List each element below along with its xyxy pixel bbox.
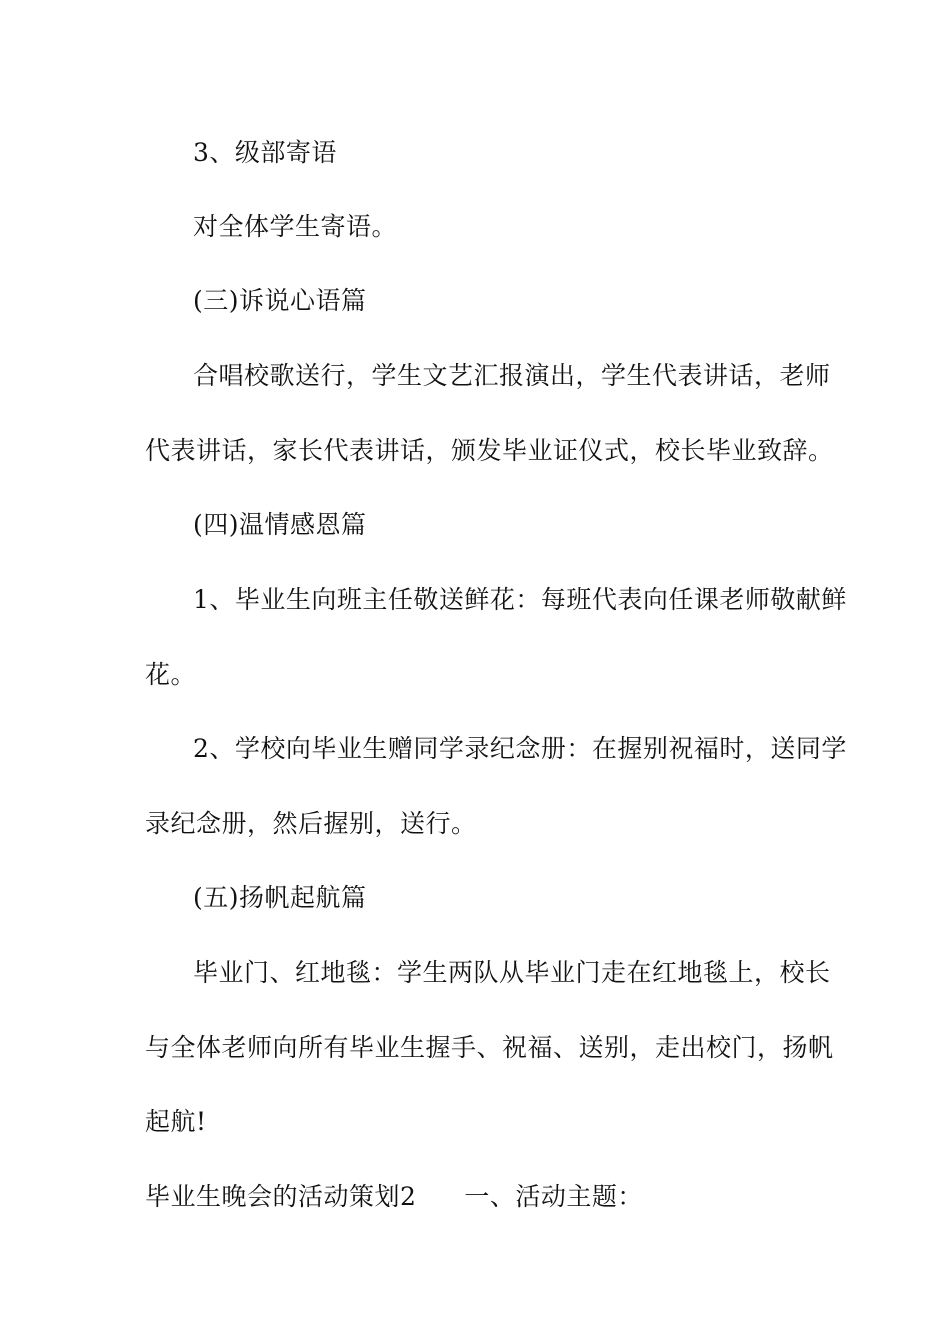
- text-line-5: 代表讲话，家长代表讲话，颁发毕业证仪式，校长毕业致辞。: [145, 436, 834, 465]
- text-line-4: 合唱校歌送行，学生文艺汇报演出，学生代表讲话，老师: [193, 361, 831, 390]
- section-heading-5: (五)扬帆起航篇: [193, 883, 367, 912]
- section-subtitle: 一、活动主题：: [464, 1182, 643, 1211]
- text-line-12: 毕业门、红地毯：学生两队从毕业门走在红地毯上，校长: [193, 958, 831, 987]
- text-line-14: 起航!: [145, 1107, 207, 1136]
- text-line-1: 3、级部寄语: [193, 138, 337, 167]
- text-line-10: 录纪念册，然后握别，送行。: [145, 809, 477, 838]
- text-line-13: 与全体老师向所有毕业生握手、祝福、送别，走出校门，扬帆: [145, 1033, 834, 1062]
- section-heading-3: (三)诉说心语篇: [193, 286, 367, 315]
- text-line-8: 花。: [145, 660, 197, 689]
- text-line-2: 对全体学生寄语。: [193, 212, 398, 241]
- section-title: 毕业生晚会的活动策划2: [145, 1182, 417, 1211]
- section-heading-4: (四)温情感恩篇: [193, 510, 367, 539]
- section-title-row: [145, 1182, 810, 1212]
- text-line-7: 1、毕业生向班主任敬送鲜花：每班代表向任课老师敬献鲜: [193, 585, 847, 614]
- text-line-9: 2、学校向毕业生赠同学录纪念册：在握别祝福时，送同学: [193, 734, 847, 763]
